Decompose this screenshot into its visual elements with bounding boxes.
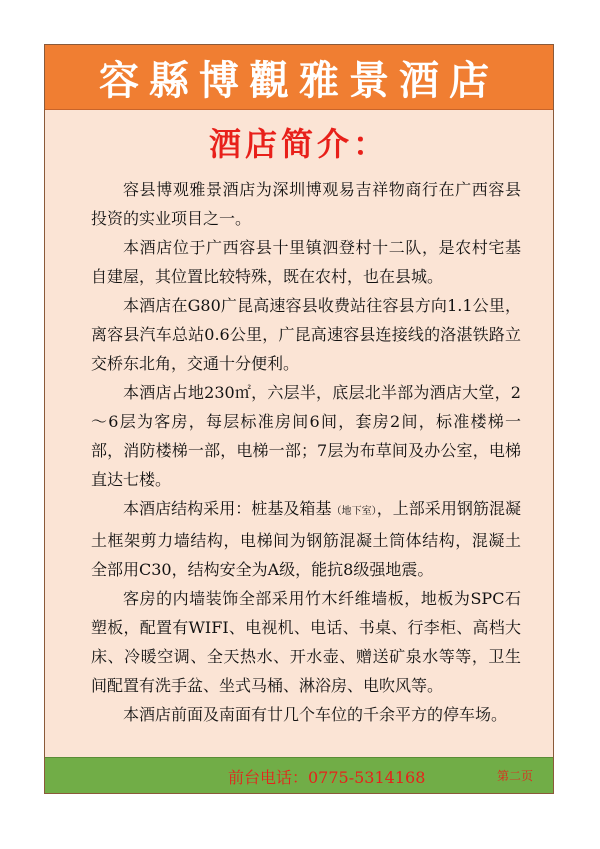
structure-text-before: 本酒店结构采用：桩基及箱基 — [123, 499, 332, 518]
paragraph-transport: 本酒店在G80广昆高速容县收费站往容县方向1.1公里，离容县汽车总站0.6公里，广昆高速容县连接线的洛湛铁路立交桥东北角，交通十分便利。 — [91, 296, 521, 373]
hotel-name-title: 容縣博觀雅景酒店 — [99, 56, 499, 104]
footer-bar — [45, 757, 553, 793]
intro-heading: 酒店简介： — [208, 125, 389, 163]
page-number: 第二页 — [496, 769, 533, 783]
intro-body — [91, 175, 521, 729]
structure-note: （地下室） — [331, 506, 377, 517]
paragraph-building: 本酒店占地230㎡，六层半，底层北半部为酒店大堂，2～6层为客房，每层标准房间6间，套房2间，标准楼梯一部，消防楼梯一部，电梯一部；7层为布草间及办公室，电梯直达七楼。 — [91, 383, 521, 489]
paragraph-rooms: 客房的内墙装饰全部采用竹木纤维墙板，地板为SPC石塑板，配置有WIFI、电视机、电话、书桌、行李柜、高档大床、冷暖空调、全天热水、开水壶、赠送矿泉水等等，卫生间配置有洗手盆、坐式马桶、淋浴房、电吹风等。 — [91, 589, 521, 695]
header-banner — [45, 45, 553, 110]
paragraph-overview: 容县博观雅景酒店为深圳博观易吉祥物商行在广西容县投资的实业项目之一。 — [91, 180, 521, 228]
structure-text-after: ，上部采用钢筋混凝土框架剪力墙结构，电梯间为钢筋混凝土筒体结构，混凝土全部用C30，结构安全为A级，能抗8级强地震。 — [91, 499, 521, 579]
paragraph-structure — [91, 494, 521, 584]
front-desk-phone: 前台电话：0775-5314168 — [228, 768, 426, 787]
paragraph-parking: 本酒店前面及南面有廿几个车位的千余平方的停车场。 — [123, 705, 508, 724]
paragraph-location: 本酒店位于广西容县十里镇泗登村十二队，是农村宅基自建屋，其位置比较特殊，既在农村，也在县城。 — [91, 238, 521, 286]
page-frame — [44, 44, 554, 794]
